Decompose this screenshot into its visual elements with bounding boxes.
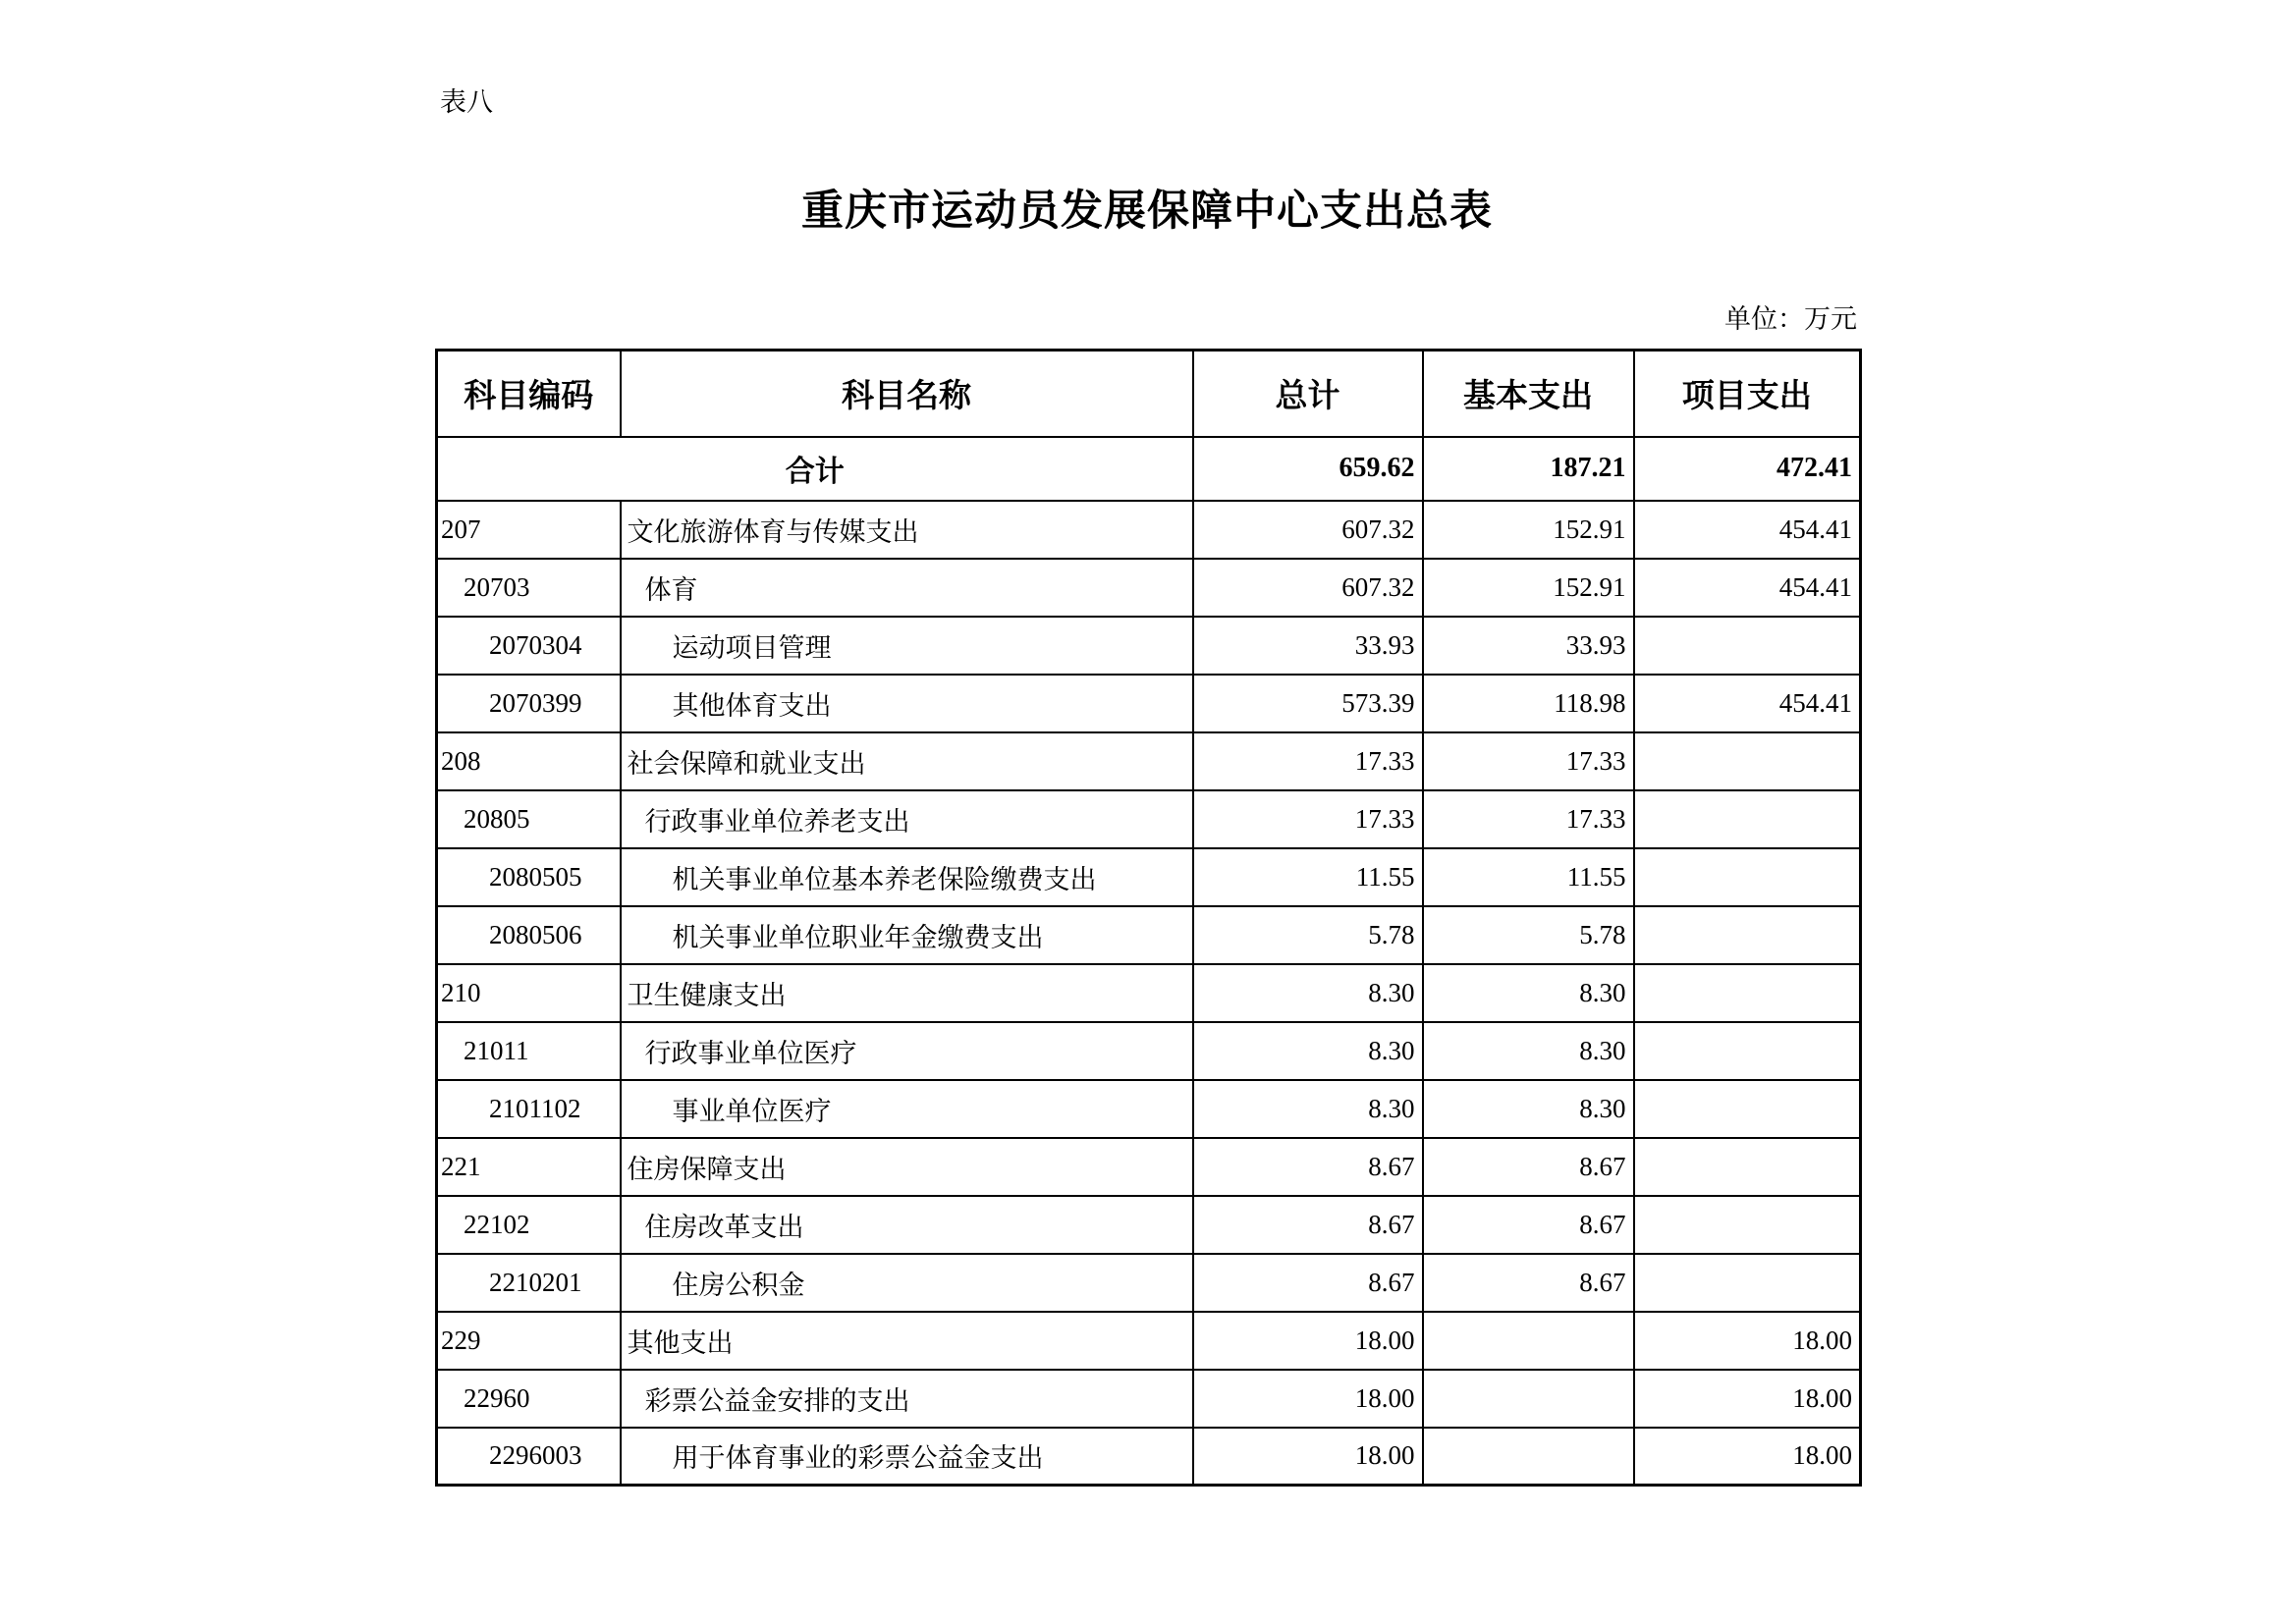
- basic-expenditure-cell: 17.33: [1423, 790, 1634, 848]
- basic-expenditure-cell: [1423, 1428, 1634, 1486]
- project-expenditure-cell: [1634, 1138, 1861, 1196]
- table-row: [437, 675, 1861, 732]
- total-cell: 8.30: [1193, 1080, 1423, 1138]
- subject-name-cell: 文化旅游体育与传媒支出: [621, 501, 1193, 559]
- total-cell: 18.00: [1193, 1370, 1423, 1428]
- project-expenditure-cell: [1634, 1196, 1861, 1254]
- total-cell: 607.32: [1193, 559, 1423, 617]
- header-basic-expenditure: 基本支出: [1423, 351, 1634, 437]
- subject-name-cell: 彩票公益金安排的支出: [621, 1370, 1193, 1428]
- subject-name-cell: 卫生健康支出: [621, 964, 1193, 1022]
- total-cell: 8.30: [1193, 964, 1423, 1022]
- grand-total-basic-cell: 187.21: [1423, 437, 1634, 501]
- table-row: [437, 559, 1861, 617]
- table-row: [437, 501, 1861, 559]
- total-cell: 8.67: [1193, 1196, 1423, 1254]
- basic-expenditure-cell: 152.91: [1423, 559, 1634, 617]
- basic-expenditure-cell: 8.30: [1423, 1022, 1634, 1080]
- grand-total-project-cell: 472.41: [1634, 437, 1861, 501]
- unit-label: 单位：万元: [1724, 304, 1857, 334]
- expense-table-body: [437, 437, 1861, 1486]
- total-cell: 8.67: [1193, 1254, 1423, 1312]
- project-expenditure-cell: [1634, 790, 1861, 848]
- table-row: [437, 1022, 1861, 1080]
- table-row: [437, 1196, 1861, 1254]
- table-number-label: 表八: [440, 87, 493, 117]
- grand-total-total-cell: 659.62: [1193, 437, 1423, 501]
- project-expenditure-cell: [1634, 617, 1861, 675]
- table-row: [437, 1428, 1861, 1486]
- subject-name-cell: 运动项目管理: [621, 617, 1193, 675]
- total-cell: 17.33: [1193, 790, 1423, 848]
- total-cell: 18.00: [1193, 1428, 1423, 1486]
- project-expenditure-cell: 454.41: [1634, 559, 1861, 617]
- subject-name-cell: 住房改革支出: [621, 1196, 1193, 1254]
- subject-code-cell: 2101102: [437, 1080, 621, 1138]
- total-cell: 607.32: [1193, 501, 1423, 559]
- table-row: [437, 964, 1861, 1022]
- basic-expenditure-cell: 17.33: [1423, 732, 1634, 790]
- header-row: [437, 351, 1861, 437]
- table-row: [437, 1080, 1861, 1138]
- table-row: [437, 906, 1861, 964]
- basic-expenditure-cell: 8.30: [1423, 1080, 1634, 1138]
- subject-code-cell: 229: [437, 1312, 621, 1370]
- total-cell: 5.78: [1193, 906, 1423, 964]
- basic-expenditure-cell: [1423, 1312, 1634, 1370]
- subject-code-cell: 20703: [437, 559, 621, 617]
- total-cell: 33.93: [1193, 617, 1423, 675]
- project-expenditure-cell: 18.00: [1634, 1312, 1861, 1370]
- grand-total-row: [437, 437, 1861, 501]
- basic-expenditure-cell: 8.67: [1423, 1138, 1634, 1196]
- subject-name-cell: 体育: [621, 559, 1193, 617]
- grand-total-label: 合计: [437, 437, 1193, 501]
- project-expenditure-cell: [1634, 906, 1861, 964]
- table-row: [437, 1138, 1861, 1196]
- basic-expenditure-cell: 8.67: [1423, 1254, 1634, 1312]
- project-expenditure-cell: [1634, 848, 1861, 906]
- page-title: 重庆市运动员发展保障中心支出总表: [801, 189, 1493, 235]
- basic-expenditure-cell: 33.93: [1423, 617, 1634, 675]
- subject-code-cell: 2070399: [437, 675, 621, 732]
- table-header: [437, 351, 1861, 437]
- total-cell: 11.55: [1193, 848, 1423, 906]
- total-cell: 573.39: [1193, 675, 1423, 732]
- subject-code-cell: 207: [437, 501, 621, 559]
- basic-expenditure-cell: [1423, 1370, 1634, 1428]
- expense-summary-table: [435, 349, 1862, 1487]
- project-expenditure-cell: [1634, 732, 1861, 790]
- subject-name-cell: 行政事业单位养老支出: [621, 790, 1193, 848]
- basic-expenditure-cell: 11.55: [1423, 848, 1634, 906]
- project-expenditure-cell: [1634, 1254, 1861, 1312]
- subject-name-cell: 事业单位医疗: [621, 1080, 1193, 1138]
- subject-name-cell: 其他支出: [621, 1312, 1193, 1370]
- subject-name-cell: 用于体育事业的彩票公益金支出: [621, 1428, 1193, 1486]
- subject-code-cell: 2210201: [437, 1254, 621, 1312]
- table-row: [437, 790, 1861, 848]
- subject-code-cell: 2080505: [437, 848, 621, 906]
- basic-expenditure-cell: 152.91: [1423, 501, 1634, 559]
- total-cell: 17.33: [1193, 732, 1423, 790]
- subject-code-cell: 210: [437, 964, 621, 1022]
- project-expenditure-cell: 18.00: [1634, 1370, 1861, 1428]
- subject-code-cell: 2296003: [437, 1428, 621, 1486]
- subject-code-cell: 221: [437, 1138, 621, 1196]
- basic-expenditure-cell: 118.98: [1423, 675, 1634, 732]
- table-row: [437, 1254, 1861, 1312]
- subject-name-cell: 机关事业单位基本养老保险缴费支出: [621, 848, 1193, 906]
- subject-name-cell: 社会保障和就业支出: [621, 732, 1193, 790]
- subject-code-cell: 2080506: [437, 906, 621, 964]
- project-expenditure-cell: 454.41: [1634, 675, 1861, 732]
- total-cell: 18.00: [1193, 1312, 1423, 1370]
- subject-code-cell: 21011: [437, 1022, 621, 1080]
- subject-name-cell: 住房保障支出: [621, 1138, 1193, 1196]
- subject-name-cell: 行政事业单位医疗: [621, 1022, 1193, 1080]
- header-total: 总计: [1193, 351, 1423, 437]
- project-expenditure-cell: 454.41: [1634, 501, 1861, 559]
- subject-name-cell: 住房公积金: [621, 1254, 1193, 1312]
- table-row: [437, 1370, 1861, 1428]
- table-row: [437, 848, 1861, 906]
- basic-expenditure-cell: 5.78: [1423, 906, 1634, 964]
- basic-expenditure-cell: 8.30: [1423, 964, 1634, 1022]
- header-subject-name: 科目名称: [621, 351, 1193, 437]
- subject-name-cell: 其他体育支出: [621, 675, 1193, 732]
- subject-code-cell: 20805: [437, 790, 621, 848]
- total-cell: 8.30: [1193, 1022, 1423, 1080]
- table-row: [437, 732, 1861, 790]
- subject-code-cell: 2070304: [437, 617, 621, 675]
- header-project-expenditure: 项目支出: [1634, 351, 1861, 437]
- header-subject-code: 科目编码: [437, 351, 621, 437]
- table-row: [437, 617, 1861, 675]
- project-expenditure-cell: 18.00: [1634, 1428, 1861, 1486]
- project-expenditure-cell: [1634, 964, 1861, 1022]
- table-row: [437, 1312, 1861, 1370]
- project-expenditure-cell: [1634, 1022, 1861, 1080]
- total-cell: 8.67: [1193, 1138, 1423, 1196]
- project-expenditure-cell: [1634, 1080, 1861, 1138]
- subject-code-cell: 22960: [437, 1370, 621, 1428]
- subject-code-cell: 22102: [437, 1196, 621, 1254]
- subject-name-cell: 机关事业单位职业年金缴费支出: [621, 906, 1193, 964]
- basic-expenditure-cell: 8.67: [1423, 1196, 1634, 1254]
- subject-code-cell: 208: [437, 732, 621, 790]
